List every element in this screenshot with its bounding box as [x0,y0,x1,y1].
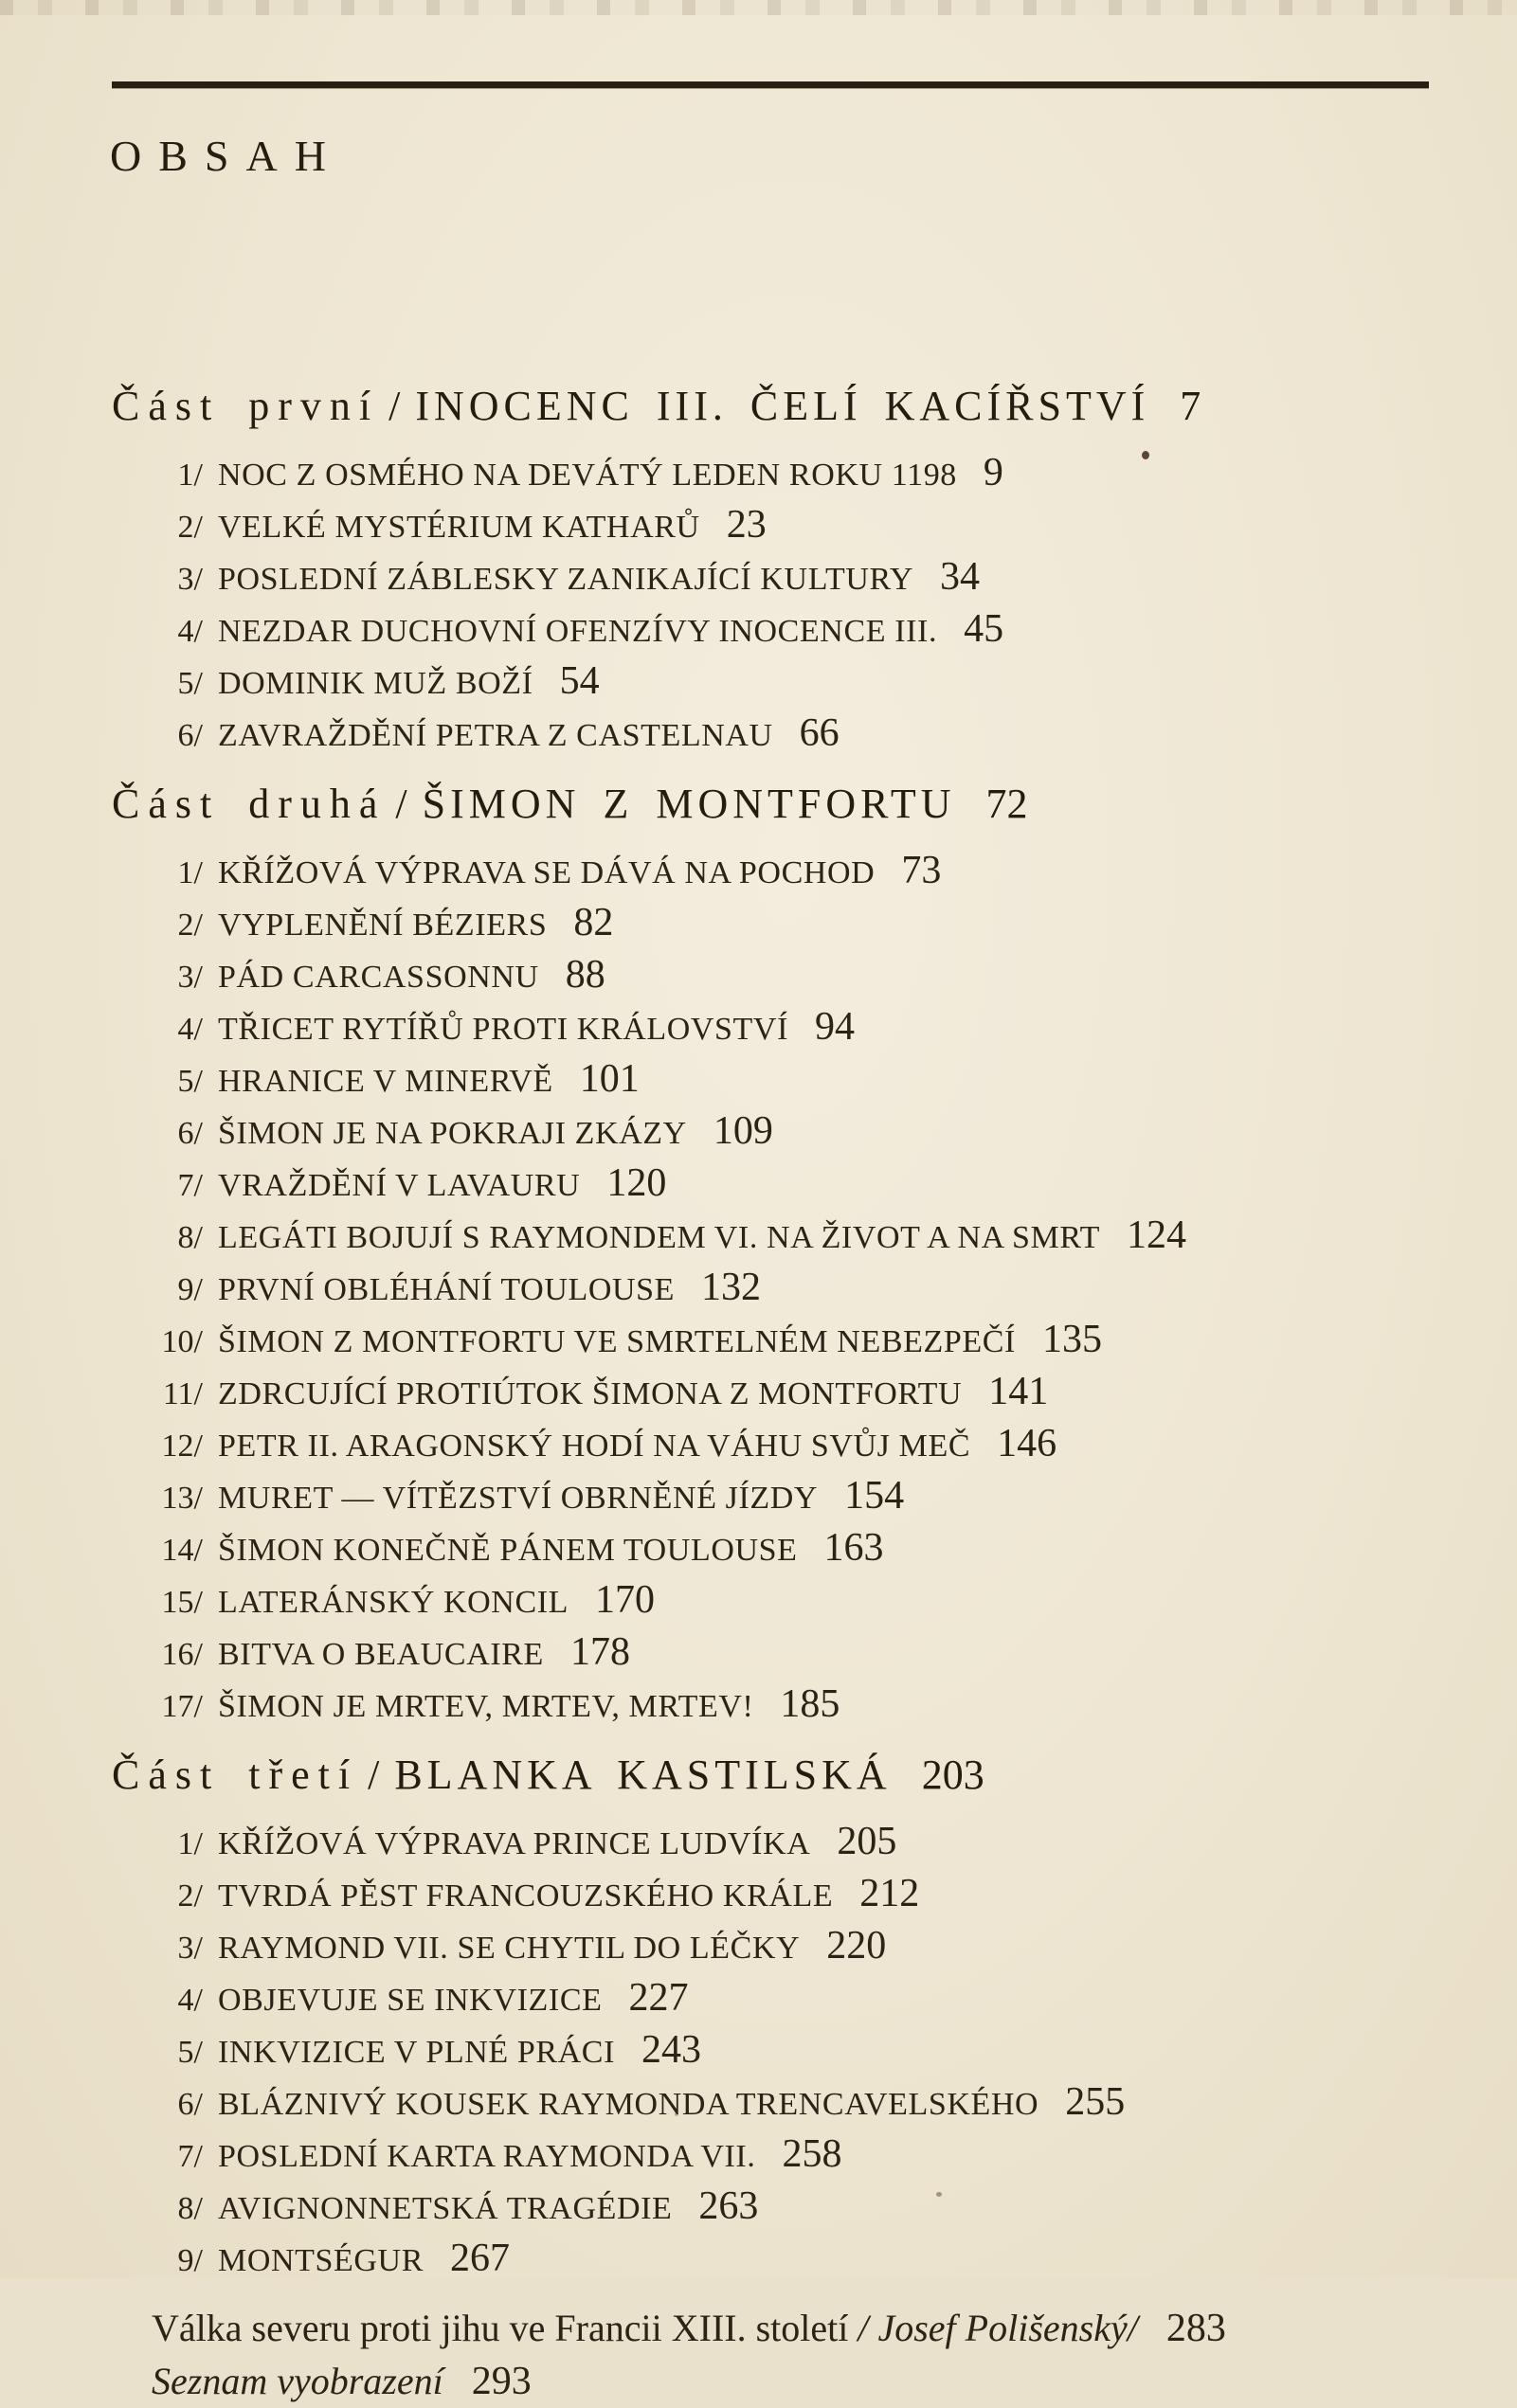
toc-item [112,607,1457,659]
item-number: 6/ [177,718,203,753]
item-page-number: 9 [983,451,1003,494]
item-number: 14/ [161,1533,203,1568]
item-title: MURET — VÍTĚZSTVÍ OBRNĚNÉ JÍZDY [218,1481,819,1516]
item-number: 11/ [162,1376,203,1411]
item-page-number: 178 [569,1630,630,1674]
item-page-number: 146 [997,1422,1057,1465]
item-number: 12/ [161,1429,203,1464]
part-separator: / [388,383,401,429]
item-title: LEGÁTI BOJUJÍ S RAYMONDEM VI. NA ŽIVOT A NA SMRT [218,1220,1100,1255]
part-prefix: Část třetí [112,1752,359,1798]
toc-item [112,711,1457,764]
item-title: POSLEDNÍ KARTA RAYMONDA VII. [218,2139,756,2174]
toc-item [112,1820,1457,1872]
scan-edge-texture [0,0,1517,15]
item-title: NEZDAR DUCHOVNÍ OFENZÍVY INOCENCE III. [218,614,938,649]
item-title: VRAŽDĚNÍ V LAVAURU [218,1168,581,1203]
item-page-number: 154 [844,1474,905,1518]
toc-item [112,1976,1457,2028]
item-title: ŠIMON KONEČNĚ PÁNEM TOULOUSE [218,1533,798,1568]
toc-item [112,1578,1457,1630]
toc-item [112,2080,1457,2132]
part-heading [112,379,1457,434]
footer-entry-author: / Josef Polišenský/ [858,2307,1138,2349]
item-title: PETR II. ARAGONSKÝ HODÍ NA VÁHU SVŮJ MEČ [218,1429,971,1464]
item-number: 7/ [177,1168,203,1203]
item-number: 1/ [177,855,203,890]
top-rule [112,81,1429,88]
item-number: 3/ [177,1931,203,1966]
item-title: TŘICET RYTÍŘŮ PROTI KRÁLOVSTVÍ [218,1012,788,1047]
item-page-number: 124 [1127,1213,1186,1257]
part-separator: / [395,781,407,827]
item-page-number: 220 [826,1924,887,1968]
toc-item [112,1422,1457,1474]
toc-item [112,1005,1457,1057]
item-title: BITVA O BEAUCAIRE [218,1637,544,1672]
item-number: 1/ [177,1826,203,1861]
part-separator: / [368,1752,380,1798]
item-page-number: 120 [606,1161,667,1205]
toc-item [112,901,1457,953]
item-number: 2/ [177,1878,203,1914]
item-title: KŘÍŽOVÁ VÝPRAVA PRINCE LUDVÍKA [218,1826,811,1861]
toc-item [112,1474,1457,1526]
part-items [112,1820,1457,2289]
toc-item [112,1109,1457,1161]
toc-item [112,1682,1457,1734]
footer-entry-text: Válka severu proti jihu ve Francii XIII. století [152,2307,858,2349]
toc-item [112,1213,1457,1266]
part-title: BLANKA KASTILSKÁ [394,1752,892,1798]
item-page-number: 109 [713,1109,773,1153]
item-number: 5/ [177,666,203,701]
item-page-number: 88 [565,953,605,997]
part-title: INOCENC III. ČELÍ KACÍŘSTVÍ [415,383,1150,429]
item-page-number: 45 [964,607,1004,651]
item-page-number: 82 [573,901,614,944]
toc-item [112,2028,1457,2080]
item-page-number: 243 [641,2028,702,2072]
item-title: ŠIMON Z MONTFORTU VE SMRTELNÉM NEBEZPEČÍ [218,1324,1016,1359]
item-page-number: 66 [799,711,840,755]
item-page-number: 212 [859,1872,920,1915]
item-number: 9/ [177,1272,203,1307]
item-title: PRVNÍ OBLÉHÁNÍ TOULOUSE [218,1272,676,1307]
toc-item [112,1526,1457,1578]
item-title: ŠIMON JE NA POKRAJI ZKÁZY [218,1116,687,1151]
item-title: AVIGNONNETSKÁ TRAGÉDIE [218,2191,673,2226]
part-items [112,849,1457,1734]
part-page-number: 72 [985,781,1028,827]
footer-entry [152,2302,1457,2355]
toc-item [112,849,1457,901]
part-heading [112,777,1457,832]
page-title: OBSAH [110,132,343,180]
item-title: BLÁZNIVÝ KOUSEK RAYMONDA TRENCAVELSKÉHO [218,2087,1039,2122]
toc-item [112,953,1457,1005]
toc-item [112,1370,1457,1422]
item-page-number: 255 [1065,2080,1126,2124]
item-page-number: 54 [559,659,600,703]
toc-item [112,1630,1457,1682]
toc-part-3 [112,1748,1457,2289]
item-number: 2/ [177,510,203,545]
toc-item [112,1057,1457,1109]
item-page-number: 163 [823,1526,884,1570]
toc-item [112,1161,1457,1213]
item-page-number: 101 [579,1057,640,1101]
item-title: POSLEDNÍ ZÁBLESKY ZANIKAJÍCÍ KULTURY [218,562,914,597]
item-number: 4/ [177,1983,203,2018]
item-number: 17/ [161,1689,203,1724]
toc-item [112,1872,1457,1924]
item-title: MONTSÉGUR [218,2243,424,2278]
item-page-number: 94 [815,1005,855,1049]
item-page-number: 23 [726,503,767,547]
item-page-number: 227 [628,1976,689,2020]
item-number: 4/ [177,614,203,649]
item-number: 6/ [177,1116,203,1151]
item-page-number: 132 [701,1266,762,1309]
toc-item [112,2237,1457,2289]
item-title: ZDRCUJÍCÍ PROTIÚTOK ŠIMONA Z MONTFORTU [218,1376,963,1411]
item-number: 13/ [161,1481,203,1516]
item-number: 3/ [177,960,203,995]
item-title: VYPLENĚNÍ BÉZIERS [218,907,548,943]
item-title: RAYMOND VII. SE CHYTIL DO LÉČKY [218,1931,801,1966]
part-prefix: Část první [112,383,380,429]
toc-item [112,1318,1457,1370]
item-number: 5/ [177,1064,203,1099]
item-number: 7/ [177,2139,203,2174]
item-page-number: 205 [837,1820,897,1863]
footer-entry-title: Seznam vyobrazení [152,2360,443,2402]
toc-item [112,659,1457,711]
item-number: 6/ [177,2087,203,2122]
toc-content [112,379,1457,2408]
item-number: 16/ [161,1637,203,1672]
part-prefix: Část druhá [112,781,387,827]
item-title: OBJEVUJE SE INKVIZICE [218,1983,603,2018]
item-number: 10/ [161,1324,203,1359]
item-page-number: 258 [782,2132,842,2176]
item-title: DOMINIK MUŽ BOŽÍ [218,666,533,701]
footer-entry-page-number: 293 [471,2360,532,2403]
item-number: 5/ [177,2035,203,2070]
item-number: 9/ [177,2243,203,2278]
part-heading [112,1748,1457,1803]
toc-item [112,2184,1457,2237]
item-page-number: 141 [988,1370,1049,1413]
item-title: PÁD CARCASSONNU [218,960,539,995]
toc-item [112,2132,1457,2184]
item-page-number: 170 [595,1578,656,1622]
toc-item [112,1924,1457,1976]
item-title: TVRDÁ PĚST FRANCOUZSKÉHO KRÁLE [218,1878,834,1914]
item-number: 15/ [161,1585,203,1620]
item-page-number: 73 [901,849,942,892]
item-page-number: 263 [698,2184,759,2228]
item-number: 4/ [177,1012,203,1047]
item-number: 8/ [177,1220,203,1255]
item-number: 1/ [177,458,203,493]
toc-part-2 [112,777,1457,1734]
item-title: LATERÁNSKÝ KONCIL [218,1585,569,1620]
toc-item [112,1266,1457,1318]
toc-item [112,451,1457,503]
toc-item [112,503,1457,555]
item-number: 8/ [177,2191,203,2226]
part-title: ŠIMON Z MONTFORTU [422,781,956,827]
item-page-number: 135 [1041,1318,1102,1361]
item-title: ŠIMON JE MRTEV, MRTEV, MRTEV! [218,1689,754,1724]
part-page-number: 203 [921,1752,984,1798]
item-number: 3/ [177,562,203,597]
item-page-number: 34 [940,555,981,599]
footer-entry-page-number: 283 [1165,2307,1226,2350]
toc-part-1 [112,379,1457,764]
item-page-number: 267 [449,2237,510,2280]
item-page-number: 185 [780,1682,840,1726]
item-number: 2/ [177,907,203,943]
item-title: HRANICE V MINERVĚ [218,1064,553,1099]
item-title: NOC Z OSMÉHO NA DEVÁTÝ LEDEN ROKU 1198 [218,458,957,493]
item-title: INKVIZICE V PLNÉ PRÁCI [218,2035,616,2070]
item-title: ZAVRAŽDĚNÍ PETRA Z CASTELNAU [218,718,773,753]
part-page-number: 7 [1180,383,1201,429]
toc-footer [152,2302,1457,2408]
toc-item [112,555,1457,607]
part-items [112,451,1457,764]
item-title: VELKÉ MYSTÉRIUM KATHARŮ [218,510,700,545]
item-title: KŘÍŽOVÁ VÝPRAVA SE DÁVÁ NA POCHOD [218,855,876,890]
footer-entry [152,2355,1457,2408]
